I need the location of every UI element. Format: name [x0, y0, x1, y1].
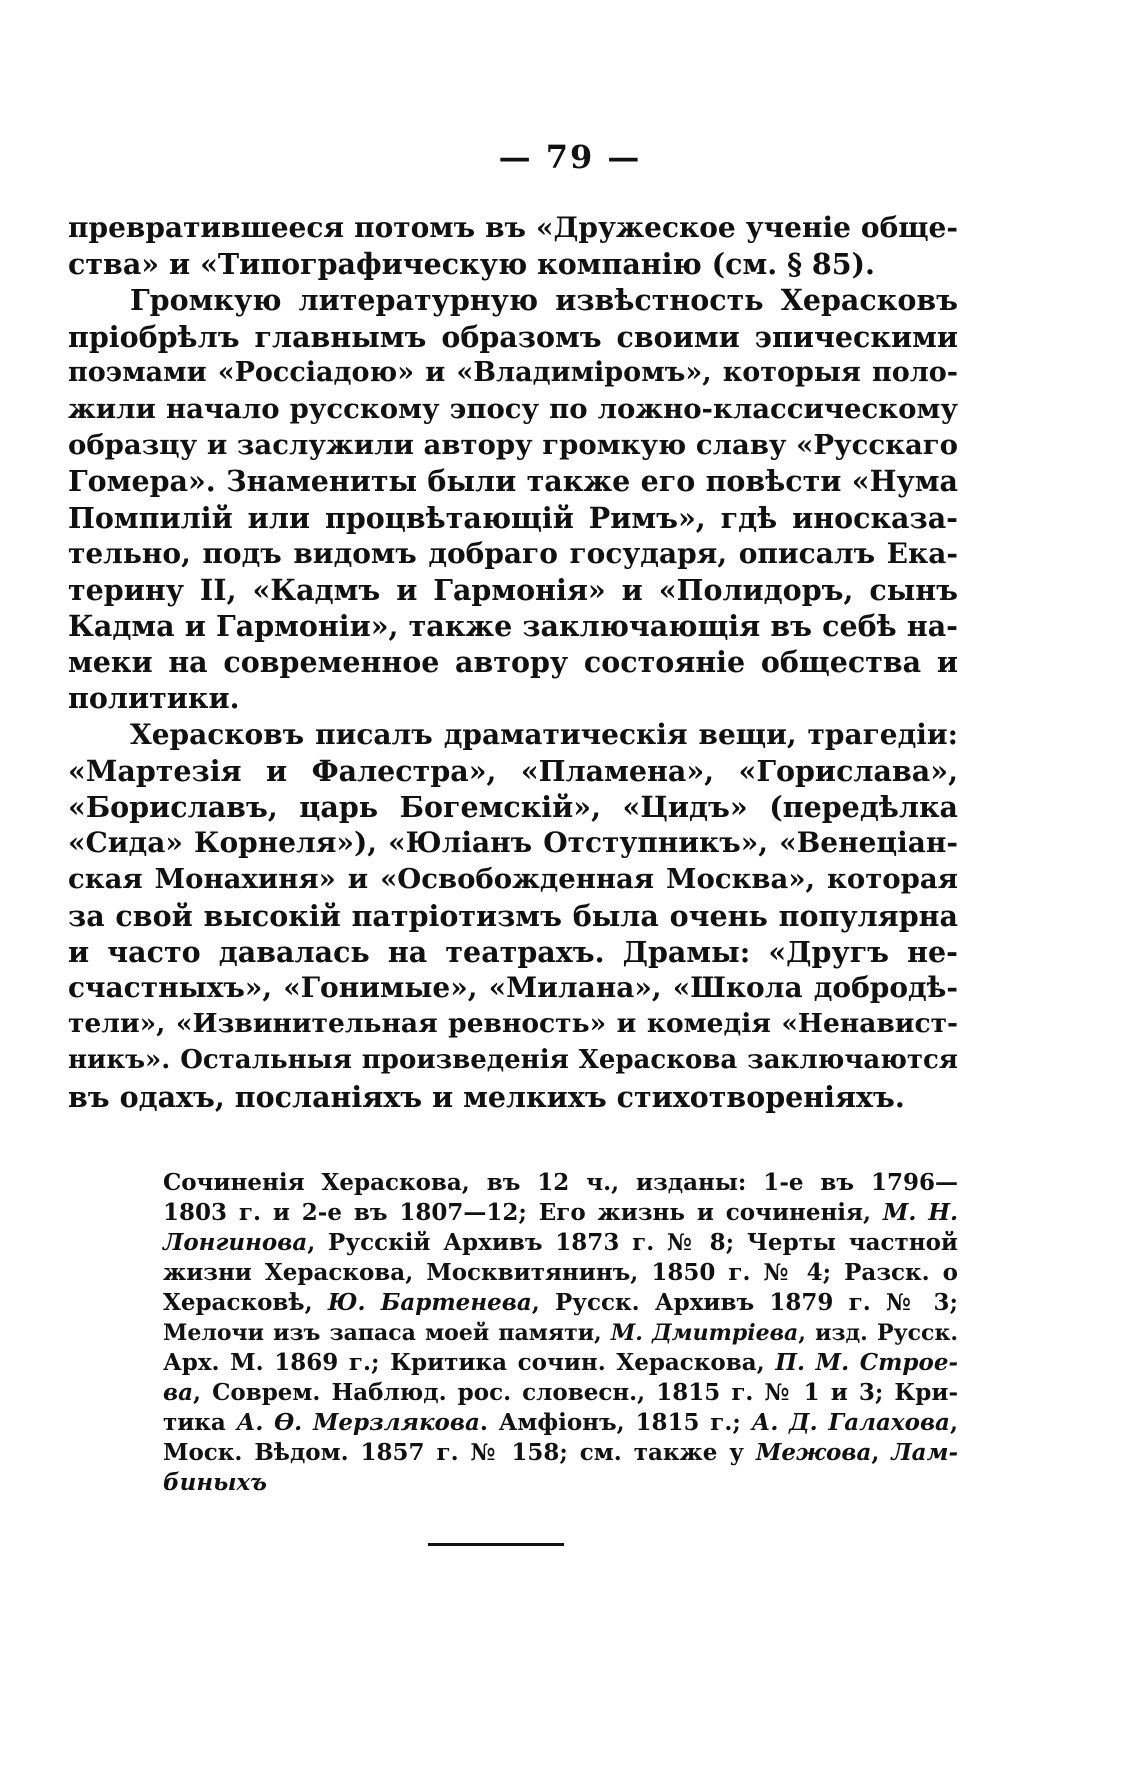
footnote-text-segment: Моск. Вѣдом. 1857 г. № 158; см. также у: [163, 1439, 756, 1466]
main-text: [68, 210, 958, 1115]
text-line: пріобрѣлъ главнымъ образомъ своими эпическими: [68, 319, 958, 354]
text-line: за свой высокій патріотизмъ была очень популярна: [68, 898, 958, 933]
text-line: «Сида» Корнеля»), «Юліанъ Отступникъ», «Венеціан-: [68, 826, 958, 860]
text-line: Гомера». Знамениты были также его повѣсти «Нума: [68, 464, 958, 499]
footnote-text-segment: , Соврем. Наблюд. рос. словесн., 1815 г. № 1 и 3; Кри-: [193, 1379, 958, 1406]
footnote-text-segment: ,: [949, 1409, 958, 1436]
footnote-author-name: ва: [163, 1379, 194, 1406]
footnote-author-name: Ю. Бартенева: [327, 1289, 532, 1316]
page-number: — 79 —: [498, 138, 642, 176]
footnote-text-segment: , Русскій Архивъ 1873 г. № 8; Черты частной: [307, 1229, 958, 1256]
footnote-text-segment: тика: [163, 1409, 237, 1436]
text-line: ства» и «Типографическую компанію (см. § 85).: [68, 247, 875, 282]
text-line: ская Монахиня» и «Освобожденная Москва», которая: [68, 863, 958, 896]
footnote-text-segment: Херасковѣ,: [163, 1289, 328, 1316]
text-line: тельно, подъ видомъ добраго государя, описалъ Ека-: [68, 536, 958, 570]
text-line: Помпилій или процвѣтающій Римъ», гдѣ иносказа-: [68, 500, 958, 535]
text-line: «Мартезія и Фалестра», «Пламена», «Горислава»,: [68, 753, 958, 788]
footnote-author-name: П. М. Строе-: [775, 1349, 959, 1376]
text-line: «Бориславъ, царь Богемскій», «Цидъ» (передѣлка: [68, 790, 958, 824]
footnote-line: [163, 1438, 958, 1468]
bibliographic-footnote: [163, 1168, 958, 1498]
footnote-text-segment: , Русск. Архивъ 1879 г. № 3;: [531, 1289, 958, 1316]
footnote-author-name: Лам-: [891, 1439, 958, 1466]
footnote-line: [163, 1228, 958, 1258]
footnote-line: [163, 1198, 958, 1228]
footnote-text-segment: жизни Хераскова, Москвитянинъ, 1850 г. № 4; Разск. о: [163, 1259, 958, 1286]
footnote-text-segment: 1803 г. и 2-е въ 1807—12; Его жизнь и сочиненія,: [163, 1199, 883, 1226]
text-line: терину II, «Кадмъ и Гармонія» и «Полидоръ, сынъ: [68, 572, 958, 607]
text-line: образцу и заслужили автору громкую славу «Русскаго: [68, 429, 958, 462]
footnote-author-name: А. Ѳ. Мерзлякова: [236, 1409, 480, 1436]
footnote-author-name: Лонгинова: [163, 1229, 308, 1256]
footnote-text-segment: Арх. М. 1869 г.; Критика сочин. Хераскова,: [163, 1349, 776, 1376]
text-line: въ одахъ, посланіяхъ и мелкихъ стихотвореніяхъ.: [68, 1079, 905, 1114]
text-line: поэмами «Россіадою» и «Владиміромъ», которыя поло-: [68, 356, 958, 388]
text-line: никъ». Остальныя произведенія Хераскова заключаются: [68, 1045, 958, 1076]
footnote-author-name: Межова: [755, 1439, 872, 1466]
footnote-line: [163, 1168, 958, 1198]
text-line: и часто давалась на театрахъ. Драмы: «Другъ не-: [68, 934, 958, 969]
text-line: превратившееся потомъ въ «Дружеское ученіе обще-: [68, 211, 958, 244]
footnote-text-segment: Сочиненія Хераскова, въ 12 ч., изданы: 1-е въ 1796—: [163, 1169, 958, 1196]
text-line: Громкую литературную извѣстность Херасковъ: [130, 283, 958, 318]
text-line: политики.: [68, 681, 240, 716]
footnote-author-name: М. Н.: [882, 1199, 958, 1226]
text-line: жили начало русскому эпосу по ложно-классическому: [68, 392, 958, 425]
text-line: Херасковъ писалъ драматическія вещи, трагедіи:: [130, 717, 958, 751]
footnote-text-segment: Мелочи изъ запаса моей памяти,: [163, 1320, 611, 1346]
footnote-line: [163, 1348, 958, 1378]
footnote-text-segment: , изд. Русск.: [798, 1320, 958, 1346]
footnote-text-segment: . Амфіонъ, 1815 г.;: [479, 1409, 752, 1436]
footnote-author-name: М. Дмитріева: [610, 1320, 799, 1346]
footnote-author-name: биныхъ: [163, 1469, 267, 1496]
end-rule: [428, 1543, 564, 1546]
footnote-text-segment: ,: [871, 1439, 892, 1466]
footnote-line: [163, 1378, 958, 1408]
footnote-line: [163, 1318, 958, 1348]
footnote-line: [163, 1468, 958, 1498]
text-line: тели», «Извинительная ревность» и комедія «Ненавист-: [68, 1008, 958, 1040]
text-line: счастныхъ», «Гонимые», «Милана», «Школа добродѣ-: [68, 970, 958, 1004]
footnote-line: [163, 1408, 958, 1438]
footnote-author-name: А. Д. Галахова: [751, 1409, 950, 1436]
text-line: Кадма и Гармоніи», также заключающія въ себѣ на-: [68, 609, 958, 644]
text-line: меки на современное автору состояніе общества и: [68, 645, 958, 680]
footnote-line: [163, 1288, 958, 1318]
footnote-line: [163, 1258, 958, 1288]
